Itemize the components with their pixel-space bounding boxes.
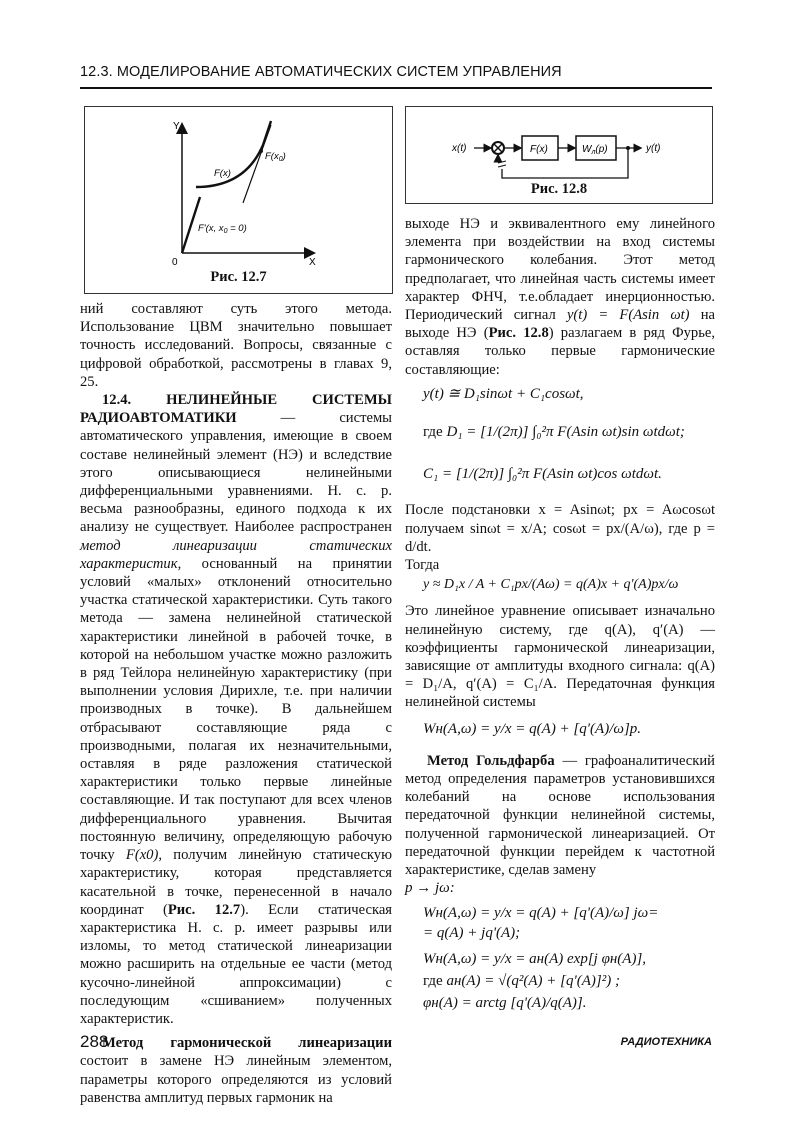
method-term: метод линеаризации статических характеристик	[80, 537, 392, 572]
right-column	[405, 215, 715, 1013]
running-header: 12.3. МОДЕЛИРОВАНИЕ АВТОМАТИЧЕСКИХ СИСТЕМ УПРАВЛЕНИЯ	[80, 64, 562, 80]
paragraph: Это линейное уравнение описывает изначально нелинейную систему, где q(A), q′(A) — коэффициенты гармонической линеаризации, зависящие от амплитуды входного сигнала: q(A) = D₁/A, q′(A) = C₁/A. Передаточная функция нелинейной системы	[405, 603, 715, 711]
paragraph: После подстановки x = Asinωt; px = Aωcosωt получаем sinωt = x/A; cosωt = px/(A/ω), где p = d/dt.	[405, 502, 715, 555]
equation-amplitude: где aн(A) = √(q²(A) + [q'(A)]²) ;	[423, 973, 620, 990]
figure-ref: Рис. 12.8	[488, 325, 549, 342]
svg-text:Y: Y	[173, 121, 180, 132]
page-number: 288	[80, 1032, 109, 1051]
figure-caption: Рис. 12.8	[530, 181, 588, 197]
equation-transfer: Wн(A,ω) = y/x = q(A) + [q′(A)/ω]p.	[423, 720, 642, 737]
svg-text:0: 0	[172, 257, 178, 268]
equation-linear: y ≈ D₁x / A + C₁px/(Aω) = q(A)x + q'(A)px/ω	[423, 577, 679, 593]
left-column	[80, 300, 392, 1107]
method-heading: Метод гармонической линеаризации	[102, 1035, 392, 1052]
paragraph: Тогда	[405, 557, 440, 574]
equation-c1: C₁ = [1/(2π)] ∫₀²π F(Asin ωt)cos ωtdωt.	[423, 466, 662, 483]
method-heading: Метод Гольдфарба	[427, 752, 555, 769]
section-12-4: 12.4. НЕЛИНЕЙНЫЕ СИСТЕМЫ РАДИОАВТОМАТИКИ — системы автоматического управления, имеющие в своем составе нелинейный элемент (НЭ) и вследствие этого описывающиеся нелинейными дифференциальными уравнениями. Н. с. р. весьма разнообразны, единого подхода к их анализу не существует. Наиболее распространен метод линеаризации статических характеристик, основанный на принятии условий «малых» отклонений относительно участка статической характеристики. Суть такого метода — замена нелинейной статической характеристики линейной в рабочей точке, в которой на небольшом участке можно разложить в ряд Тейлора нелинейную характеристику (при выполнении условия Дирихле, т.е. при наличии производных в точке). В дальнейшем отбрасывают составляющие ряда с производными, полагая их незначительными, оставляя в ряде разложения статической характеристики только первые линейные составляющие. И так поступают для всех членов дифференциального уравнения. Вычитая постоянную величину, определяющую рабочую точку F(x0), получим линейную статическую характеристику, которая представляется касательной в точке, перенесенной в начало координат (Рис. 12.7). Если статическая характеристика Н. с. р. имеет разрывы или изломы, то метод статической линеаризации можно расширить на отдельные ее части (метод кусочно-линейной аппроксимации) с последующим «сшиванием» полученных характеристик.	[80, 392, 393, 1027]
equation-phase: φн(A) = arctg [q'(A)/q(A)].	[423, 995, 587, 1012]
paragraph: ний составляют суть этого метода. Использование ЦВМ значительно повышает точность исследований. Вопросы, связанные с цифровой обработкой, рассмотрены в главах 9, 25.	[80, 301, 392, 390]
publication-name: РАДИОТЕХНИКА	[620, 1036, 712, 1048]
substitution: p → jω:	[405, 880, 455, 897]
svg-text:F(x0): $F(x_0)$	[265, 151, 286, 163]
equation-polar: Wн(A,ω) = y/x = aн(A) exp[j φн(A)],	[423, 950, 647, 967]
equation-fourier: y(t) ≅ D₁sinωt + C₁cosωt,	[423, 385, 584, 402]
svg-text:Wл(p): $W_л(p)$	[582, 144, 608, 156]
figure-12-8	[405, 106, 713, 204]
figure-caption: Рис. 12.7	[210, 269, 267, 285]
paragraph: выходе НЭ и эквивалентного ему линейного элемента при воздействии на вход системы гармонического колебания. Этот метод предполагает, что линейная часть системы имеет характер ФНЧ, т.е.обладает инерционностью. Периодический сигнал y(t) = F(Asin ωt) на выходе НЭ (Рис. 12.8) разлагаем в ряд Фурье, оставляя только первые гармонические составляющие:	[405, 216, 716, 378]
section-heading: 12.4. НЕЛИНЕЙНЫЕ СИСТЕМЫ РАДИОАВТОМАТИКИ	[80, 392, 392, 427]
figure-ref: Рис. 12.7	[167, 901, 241, 918]
svg-text:F'(x, x0 = 0): F'(x, $x_0 = 0$)	[198, 223, 247, 235]
svg-text:F(x): F(x)	[530, 144, 548, 155]
equation-freq-1: Wн(A,ω) = y/x = q(A) + [q'(A)/ω] jω=	[423, 904, 659, 921]
equation-d1: где D₁ = [1/(2π)] ∫₀²π F(Asin ωt)sin ωtdωt;	[423, 424, 685, 441]
equation-freq-2: = q(A) + jq'(A);	[423, 924, 521, 941]
figure-12-7	[84, 106, 393, 294]
svg-text:x(t): x(t)	[452, 143, 467, 154]
svg-text:F(x): F(x)	[214, 168, 231, 179]
svg-text:X: X	[309, 257, 316, 268]
goldfarb-method: Метод Гольдфарба — графоаналитический метод определения параметров установившихся колебаний на основе использования передаточной функции нелинейной системы, полученной гармонической линеаризацией. От передаточной функции перейдем к частотной характеристике, сделав замену	[405, 752, 715, 879]
harmonic-linearization: Метод гармонической линеаризации состоит в замене НЭ линейным элементом, параметры которого определяются из условий равенства амплитуд первых гармоник на	[80, 1035, 392, 1106]
svg-text:y(t): y(t)	[646, 143, 661, 154]
header-rule	[80, 87, 712, 89]
tangent-graph-icon	[85, 107, 392, 293]
